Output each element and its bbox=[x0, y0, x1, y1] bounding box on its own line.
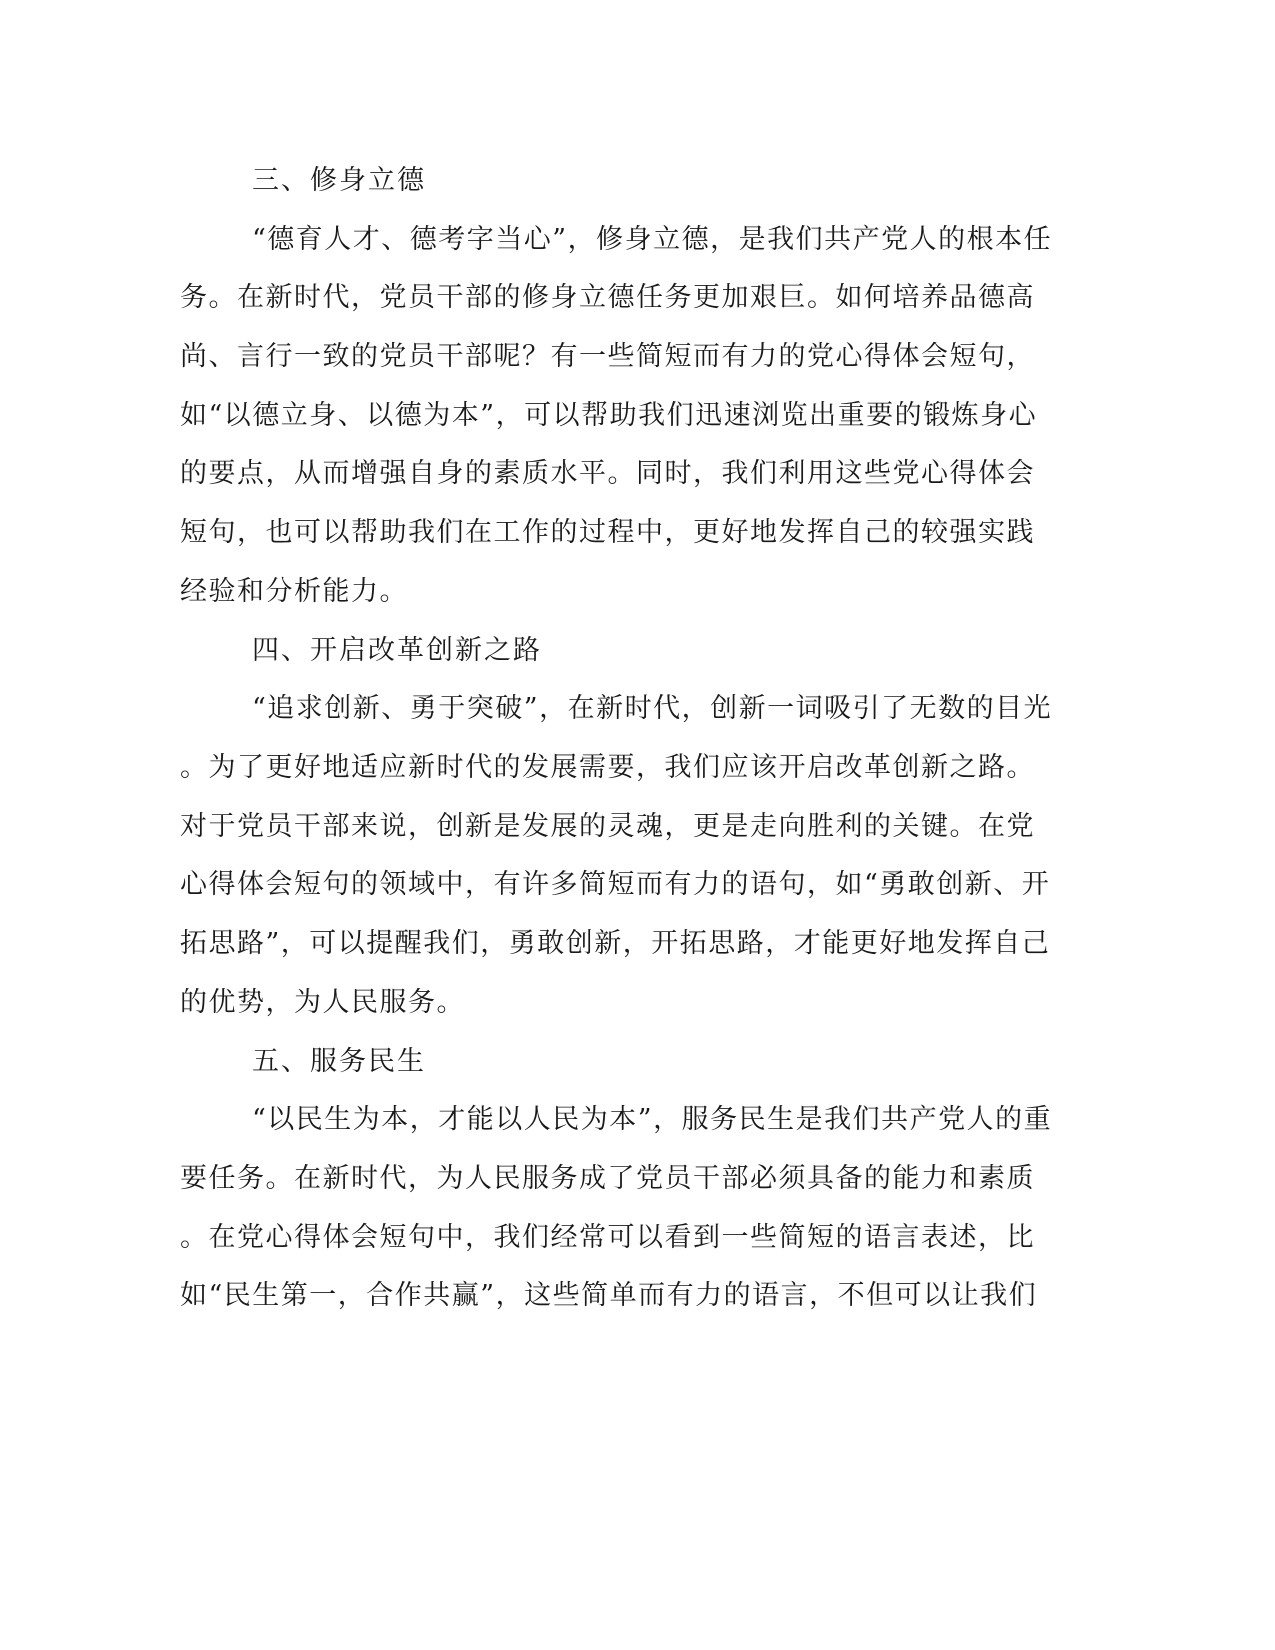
paragraph-line: 务。在新时代，党员干部的修身立德任务更加艰巨。如何培养品德高 bbox=[180, 282, 1035, 313]
paragraph-line: 拓思路”，可以提醒我们，勇敢创新，开拓思路，才能更好地发挥自己 bbox=[180, 928, 1051, 959]
paragraph-line: “追求创新、勇于突破”，在新时代，创新一词吸引了无数的目光 bbox=[252, 693, 1053, 724]
paragraph-line: 要任务。在新时代，为人民服务成了党员干部必须具备的能力和素质 bbox=[180, 1163, 1035, 1194]
paragraph-line: 如“以德立身、以德为本”，可以帮助我们迅速浏览出重要的锻炼身心 bbox=[180, 400, 1038, 431]
section-heading-4: 四、开启改革创新之路 bbox=[252, 635, 542, 666]
paragraph-line: 的要点，从而增强自身的素质水平。同时，我们利用这些党心得体会 bbox=[180, 458, 1035, 489]
section-heading-5: 五、服务民生 bbox=[252, 1046, 426, 1077]
paragraph-line: 的优势，为人民服务。 bbox=[180, 987, 465, 1018]
section-heading-3: 三、修身立德 bbox=[252, 165, 426, 196]
paragraph-line: “德育人才、德考字当心”，修身立德，是我们共产党人的根本任 bbox=[252, 224, 1053, 255]
paragraph-line: “以民生为本，才能以人民为本”，服务民生是我们共产党人的重 bbox=[252, 1104, 1053, 1135]
paragraph-line: 短句，也可以帮助我们在工作的过程中，更好地发挥自己的较强实践 bbox=[180, 517, 1035, 548]
paragraph-line: 。在党心得体会短句中，我们经常可以看到一些简短的语言表述，比 bbox=[180, 1222, 1035, 1253]
paragraph-line: 经验和分析能力。 bbox=[180, 576, 408, 607]
paragraph-line: 对于党员干部来说，创新是发展的灵魂，更是走向胜利的关键。在党 bbox=[180, 811, 1035, 842]
paragraph-line: 尚、言行一致的党员干部呢？有一些简短而有力的党心得体会短句， bbox=[180, 341, 1035, 372]
paragraph-line: 心得体会短句的领域中，有许多简短而有力的语句，如“勇敢创新、开 bbox=[180, 869, 1051, 900]
paragraph-line: 。为了更好地适应新时代的发展需要，我们应该开启改革创新之路。 bbox=[180, 752, 1035, 783]
paragraph-line: 如“民生第一，合作共赢”，这些简单而有力的语言，不但可以让我们 bbox=[180, 1280, 1038, 1311]
